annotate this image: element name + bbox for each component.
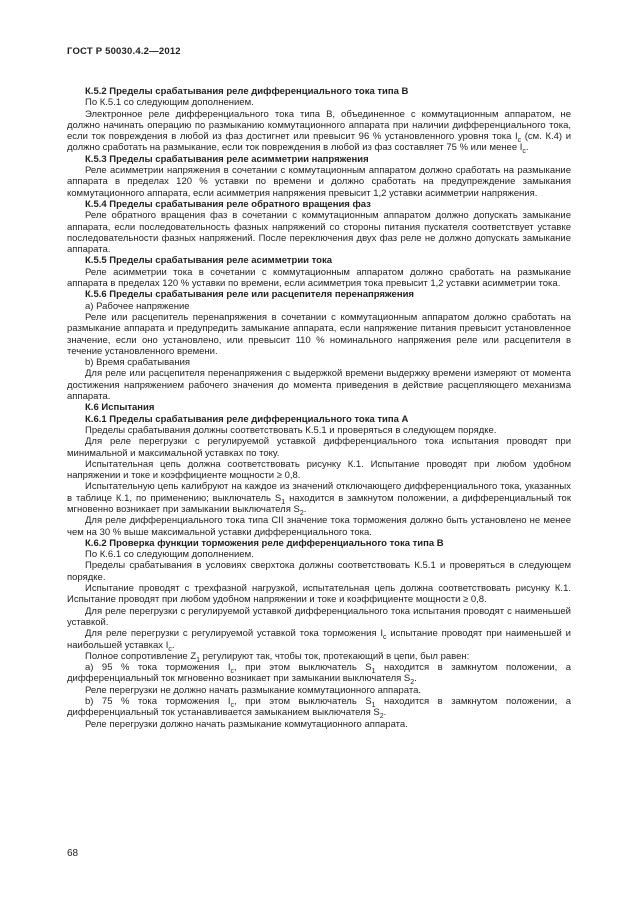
section-heading: К.5.5 Пределы срабатывания реле асимметрии тока <box>85 255 333 267</box>
paragraph: Для реле перегрузки с регулируемой уставкой дифференциального тока испытания проводят с наименьшей уставкой. <box>67 605 571 628</box>
paragraph: Пределы срабатывания должны соответствовать К.5.1 и проверяться в следующем порядке. <box>85 424 497 436</box>
paragraph: По К.5.1 со следующим дополнением. <box>85 97 254 109</box>
paragraph: b) Время срабатывания <box>85 357 191 369</box>
paragraph: Испытательная цепь должна соответствовать рисунку К.1. Испытание проводят при любом удобном напряжении и токе и коэффициенте мощности ≥ 0,8. <box>67 458 571 482</box>
paragraph: b) 75 % тока торможения $I_c$, при этом выключатель $S_1$ находится в замкнутом положении, а дифференциальный ток устанавливается замыканием выключателя $S_2$. <box>67 696 571 721</box>
paragraph: Для реле или расцепителя перенапряжения с выдержкой времени выдержку времени измеряют от момента достижения напряжением рабочего значения до момента приведения в действие расцепляющего механизма аппарата. <box>67 368 571 403</box>
paragraph: Испытательную цепь калибруют на каждое из значений отключающего дифференциального тока, указанных в таблице К.1, по применению; выключатель $S_1$ находится в замкнутом положении, а дифференциальный ток мгновенно возникает при замыкании выключателя $S_2$. <box>67 481 571 517</box>
paragraph: Реле обратного вращения фаз в сочетании с коммутационным аппаратом должно допускать замыкание аппарата, если последовательность фазных напряжений со стороны питания пускателя соответствует уставке последовательности фазных напряжений. После переключения двух фаз реле не должно допускать замыкание аппарата. <box>67 210 571 256</box>
paragraph: Реле перегрузки не должно начать размыкание коммутационного аппарата. <box>85 684 421 696</box>
section-heading: К.5.6 Пределы срабатывания реле или расцепителя перенапряжения <box>85 289 414 301</box>
paragraph: a) 95 % тока торможения $I_c$, при этом выключатель $S_1$ находится в замкнутом положении, а дифференциальный ток мгновенно возникает при замыкании выключателя $S_2$. <box>67 662 571 687</box>
paragraph: Для реле дифференциального тока типа СII значение тока торможения должно быть установлено не менее чем на 30 % выше максимальной уставки дифференциального тока. <box>67 515 571 538</box>
paragraph: a) Рабочее напряжение <box>85 300 190 312</box>
paragraph: Пределы срабатывания в условиях сверхтока должны соответствовать К.5.1 и проверяться в следующем порядке. <box>67 560 571 583</box>
section-heading: К.5.4 Пределы срабатывания реле обратного вращения фаз <box>85 198 371 210</box>
section-heading: К.5.2 Пределы срабатывания реле дифференциального тока типа В <box>85 86 409 97</box>
paragraph: Реле асимметрии напряжения в сочетании с коммутационным аппаратом должно сработать на размыкание аппарата в пределах 120 % уставки по времени и должно сработать на предупреждение замыкания коммутационного аппарата, если асимметрия напряжения превысит 1,2 уставки асимметрии напряжения. <box>67 165 571 199</box>
paragraph: Реле или расцепитель перенапряжения в сочетании с коммутационным аппаратом должно сработать на размыкание аппарата и предупредить замыкание аппарата, если напряжение питания превысит установленное значение, если оно установлено, или превысит 110 % номинального напряжения реле или расцепителя в течение установленного времени. <box>67 311 571 357</box>
section-heading: К.6 Испытания <box>85 402 155 414</box>
paragraph: Реле асимметрии тока в сочетании с коммутационным аппаратом должно сработать на размыкание аппарата в пределах 120 % уставки по времени, если асимметрия тока превысит 1,2 уставки асимметрии тока. <box>67 266 571 290</box>
paragraph: Испытание проводят с трехфазной нагрузкой, испытательная цепь должна соответствовать рисунку К.1. Испытание проводят при любом удобном напряжении и токе и коэффициенте мощности ≥ 0,8. <box>67 583 571 606</box>
paragraph: Для реле перегрузки с регулируемой уставкой тока торможения $I_c$ испытание проводят при наименьшей и наибольшей уставках $I_c$. <box>67 628 571 653</box>
document-body <box>67 86 571 730</box>
paragraph: По К.6.1 со следующим дополнением. <box>85 549 254 561</box>
paragraph: Для реле перегрузки с регулируемой уставкой дифференциального тока испытания проводят при минимальной и максимальной уставках по току. <box>67 436 571 459</box>
paragraph: Электронное реле дифференциального тока типа В, объединенное с коммутационным аппаратом, не должно начинать операцию по размыканию коммутационного аппарата при наличии дифференциального тока, если ток повреждения в любой из фаз достигнет или превысит 96 % установленного уровня тока $I_c$ (см. К.4) и должно сработать на размыкание, если ток повреждения в любой из фаз составляет 75 % или менее $I_c$. <box>67 108 572 156</box>
paragraph: Полное сопротивление $Z_1$ регулируют так, чтобы ток, протекающий в цепи, был равен: <box>85 650 470 664</box>
running-header: ГОСТ Р 50030.4.2—2012 <box>67 46 181 57</box>
page-number: 68 <box>67 848 79 859</box>
section-heading: К.6.2 Проверка функции торможения реле дифференциального тока типа В <box>85 537 444 549</box>
section-heading: К.5.3 Пределы срабатывания реле асимметрии напряжения <box>85 153 369 165</box>
paragraph: Реле перегрузки должно начать размыкание коммутационного аппарата. <box>85 718 408 730</box>
section-heading: К.6.1 Пределы срабатывания реле дифференциального тока типа А <box>85 413 409 425</box>
